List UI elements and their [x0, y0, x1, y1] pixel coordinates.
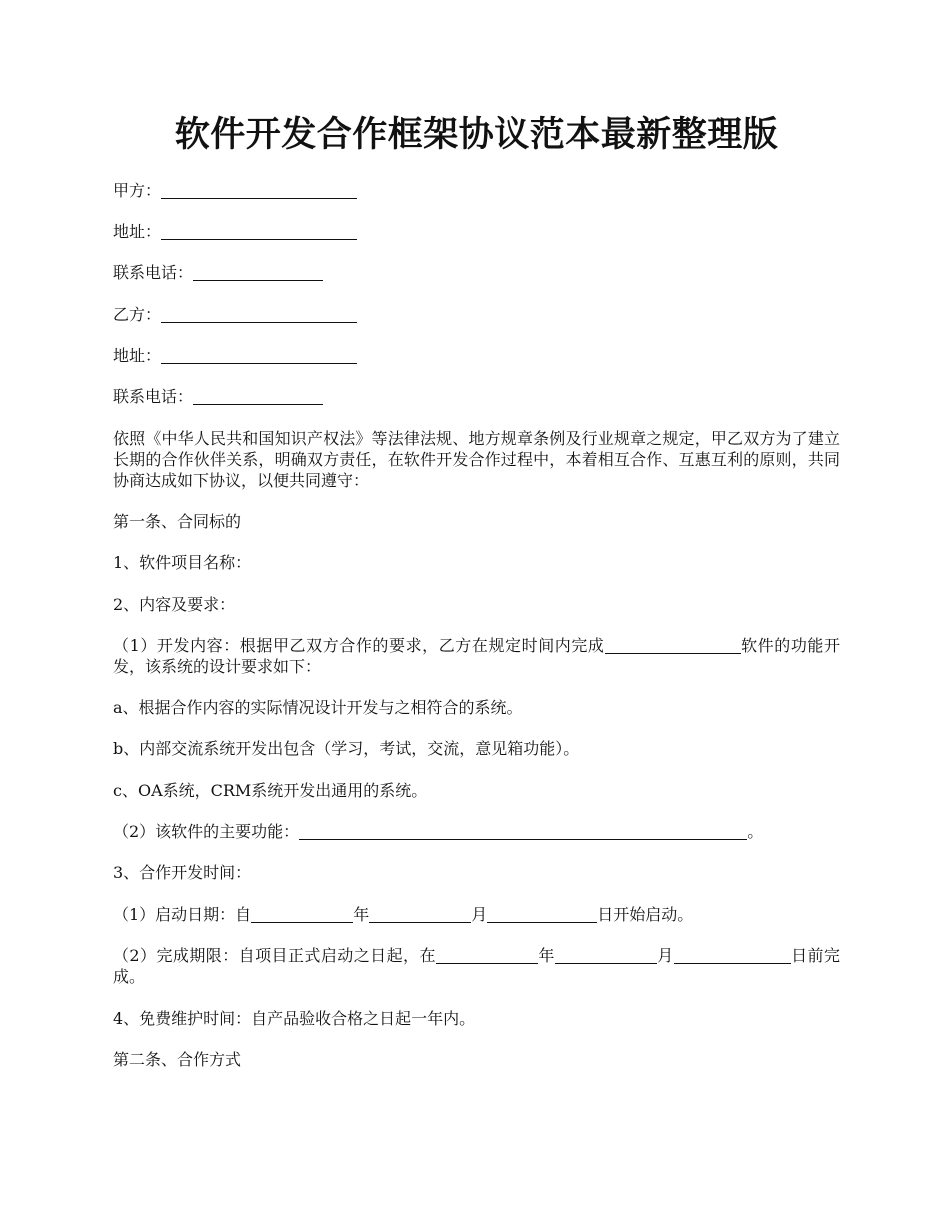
party-a-line	[113, 180, 840, 201]
start-year-blank[interactable]	[251, 906, 353, 923]
party-b-phone-line	[113, 386, 840, 407]
article1-item-b: b、内部交流系统开发出包含（学习，考试，交流，意见箱功能）。	[113, 739, 580, 758]
article1-item-a: a、根据合作内容的实际情况设计开发与之相符合的系统。	[113, 698, 523, 717]
item3-2-year: 年	[537, 946, 555, 965]
party-a-address-blank[interactable]	[161, 223, 357, 240]
article1-item3-1	[113, 904, 840, 925]
document-title: 软件开发合作框架协议范本最新整理版	[174, 114, 779, 155]
item3-2-text-a: （2）完成期限：自项目正式启动之日起，在	[113, 946, 436, 965]
party-b-address-line	[113, 345, 840, 366]
party-a-phone-label: 联系电话：	[113, 263, 194, 282]
item3-2-end: 日前完成。	[113, 946, 840, 986]
item2-1-text-a: （1）开发内容：根据甲乙双方合作的要求，乙方在规定时间内完成	[113, 636, 605, 655]
party-a-address-line	[113, 221, 840, 242]
party-b-blank[interactable]	[161, 306, 357, 323]
item3-2-month: 月	[656, 946, 674, 965]
item3-1-text-a: （1）启动日期：自	[113, 905, 252, 924]
party-b-phone-blank[interactable]	[193, 388, 323, 405]
party-a-phone-line	[113, 262, 840, 283]
party-a-label: 甲方：	[113, 181, 162, 200]
party-b-address-blank[interactable]	[161, 347, 357, 364]
article1-item2: 2、内容及要求：	[113, 595, 236, 614]
software-name-blank[interactable]	[605, 637, 741, 654]
start-day-blank[interactable]	[487, 906, 597, 923]
item2-2-text-a: （2）该软件的主要功能：	[113, 822, 300, 841]
end-day-blank[interactable]	[674, 947, 791, 964]
party-b-phone-label: 联系电话：	[113, 387, 194, 406]
party-b-line	[113, 304, 840, 325]
end-month-blank[interactable]	[555, 947, 657, 964]
article1-item4: 4、免费维护时间：自产品验收合格之日起一年内。	[113, 1009, 476, 1028]
party-b-address-label: 地址：	[113, 346, 162, 365]
party-a-phone-blank[interactable]	[193, 264, 323, 281]
article1-item2-1	[113, 635, 840, 677]
article1-item1: 1、软件项目名称：	[113, 553, 252, 572]
party-a-blank[interactable]	[161, 182, 357, 199]
article2-heading: 第二条、合作方式	[113, 1050, 242, 1069]
item2-1-text-b: 软件的功能开发，该系统的设计要求如下：	[113, 636, 840, 676]
preamble-paragraph: 依照《中华人民共和国知识产权法》等法律法规、地方规章条例及行业规章之规定，甲乙双方为了建立长期的合作伙伴关系，明确双方责任，在软件开发合作过程中，本着相互合作、互惠互利的原则，共同协商达成如下协议，以便共同遵守：	[113, 429, 840, 490]
item3-1-end: 日开始启动。	[597, 905, 694, 924]
article1-heading: 第一条、合同标的	[113, 512, 242, 531]
article1-item3-2	[113, 945, 840, 987]
end-year-blank[interactable]	[436, 947, 538, 964]
article1-item2-2	[113, 821, 840, 842]
main-function-blank[interactable]	[299, 823, 747, 840]
item2-2-text-b: 。	[747, 822, 764, 841]
item3-1-year: 年	[353, 905, 370, 924]
start-month-blank[interactable]	[369, 906, 471, 923]
item3-1-month: 月	[471, 905, 488, 924]
party-b-label: 乙方：	[113, 305, 162, 324]
party-a-address-label: 地址：	[113, 222, 162, 241]
article1-item-c: c、OA系统，CRM系统开发出通用的系统。	[113, 781, 428, 800]
article1-item3: 3、合作开发时间：	[113, 863, 252, 882]
